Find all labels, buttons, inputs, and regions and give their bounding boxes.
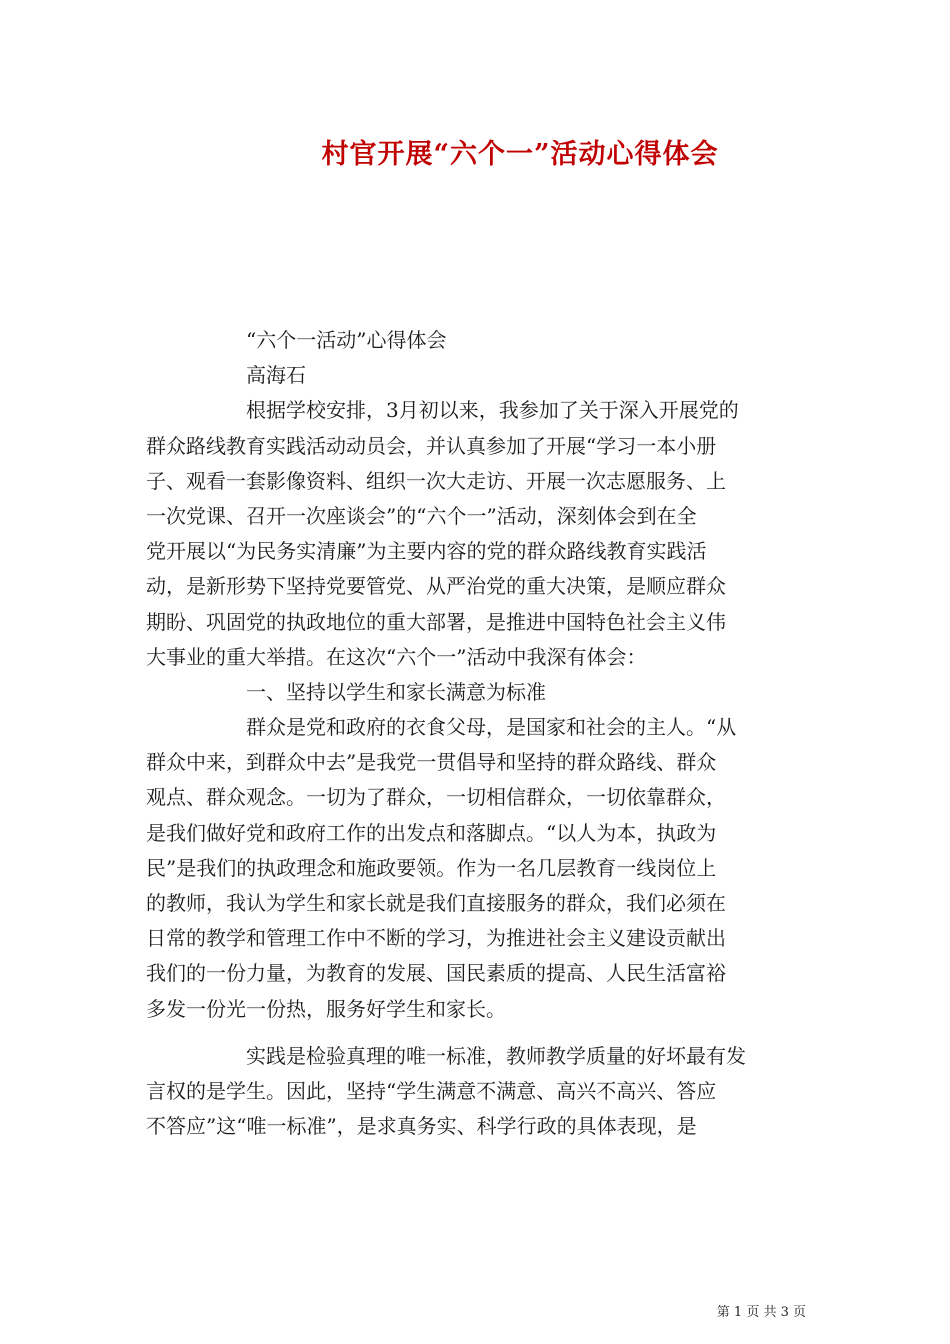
paragraph-line: 根据学校安排，3月初以来，我参加了关于深入开展党的 [246, 398, 739, 423]
section-subtitle: “六个一活动”心得体会 [246, 328, 447, 352]
author-name: 高海石 [246, 363, 306, 388]
paragraph-line: 动，是新形势下坚持党要管党、从严治党的重大决策，是顺应群众 [146, 574, 726, 599]
paragraph-line: 民”是我们的执政理念和施政要领。作为一名几层教育一线岗位上 [146, 855, 717, 880]
paragraph-line: 是我们做好党和政府工作的出发点和落脚点。“以人为本，执政为 [146, 820, 717, 845]
paragraph-line: 言权的是学生。因此，坚持“学生满意不满意、高兴不高兴、答应 [146, 1078, 717, 1103]
paragraph-line: 的教师，我认为学生和家长就是我们直接服务的群众，我们必须在 [146, 891, 726, 915]
paragraph-line: 群众中来，到群众中去”是我党一贯倡导和坚持的群众路线、群众 [146, 750, 717, 775]
paragraph-line: 实践是检验真理的唯一标准，教师教学质量的好坏最有发 [246, 1043, 746, 1068]
paragraph-line: 一次党课、召开一次座谈会”的“六个一”活动，深刻体会到在全 [146, 503, 697, 528]
paragraph-line: 日常的教学和管理工作中不断的学习，为推进社会主义建设贡献出 [146, 926, 726, 951]
paragraph-line: 观点、群众观念。一切为了群众，一切相信群众，一切依靠群众， [146, 785, 726, 810]
document-title: 村官开展“六个一”活动心得体会 [321, 139, 719, 170]
section-heading: 一、坚持以学生和家长满意为标准 [246, 679, 546, 704]
paragraph-line: 群众路线教育实践活动动员会，并认真参加了开展“学习一本小册 [146, 433, 717, 458]
paragraph-line: 党开展以“为民务实清廉”为主要内容的党的群众路线教育实践活 [146, 539, 707, 564]
paragraph-line: 期盼、巩固党的执政地位的重大部署，是推进中国特色社会主义伟 [146, 609, 726, 634]
paragraph-line: 群众是党和政府的衣食父母，是国家和社会的主人。“从 [246, 715, 737, 740]
page-number: 第 1 页 共 3 页 [716, 1305, 806, 1320]
document-body [146, 323, 806, 1144]
paragraph-line: 多发一份光一份热，服务好学生和家长。 [146, 996, 506, 1021]
paragraph-line: 不答应”这“唯一标准”，是求真务实、科学行政的具体表现，是 [146, 1114, 697, 1139]
paragraph-line: 大事业的重大举措。在这次“六个一”活动中我深有体会： [146, 644, 647, 669]
paragraph-line: 我们的一份力量，为教育的发展、国民素质的提高、人民生活富裕 [146, 961, 726, 986]
paragraph-line: 子、观看一套影像资料、组织一次大走访、开展一次志愿服务、上 [146, 468, 726, 493]
